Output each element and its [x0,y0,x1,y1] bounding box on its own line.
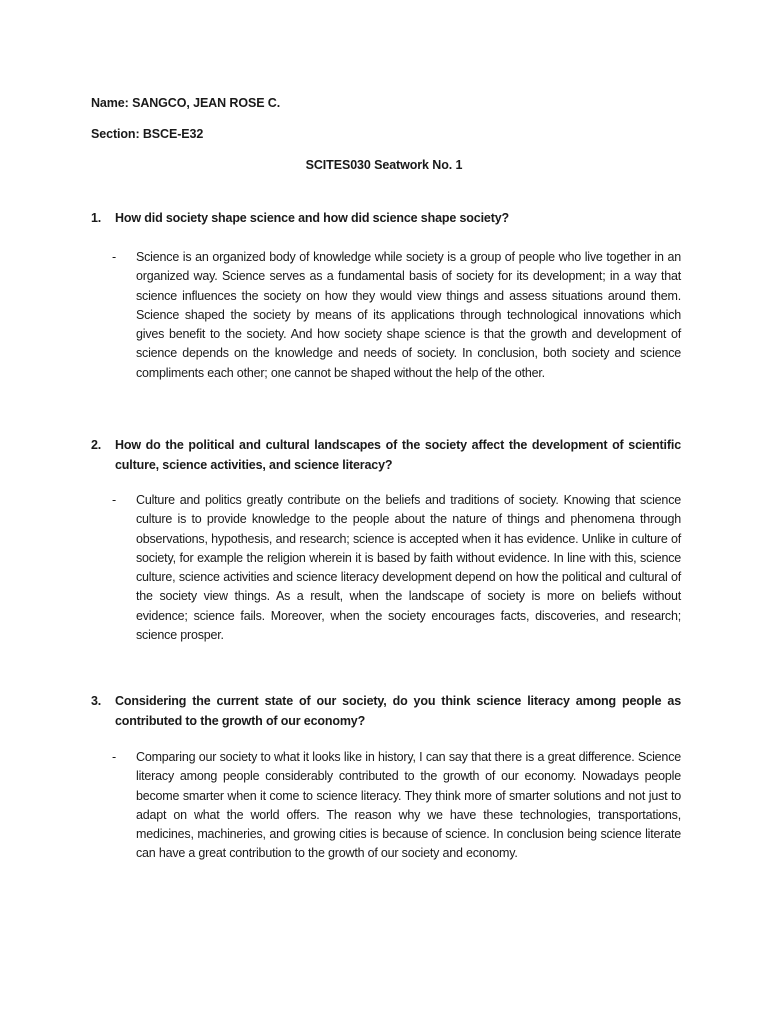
question-text: Considering the current state of our society, do you think science literacy among people as contributed to the growth of our economy? [115,694,681,728]
question-number: 3. [91,694,102,708]
answer-1 [112,248,681,383]
bullet-dash: - [112,250,116,264]
question-2 [91,436,681,475]
answer-3 [112,748,681,864]
answer-text: Culture and politics greatly contribute on the beliefs and traditions of society. Knowing that science culture is to provide knowledge to the people about the nature of things and phenomena through observations, hypothesis, and research; science is accepted when it has evidence. Unlike in culture of society, for example the religion wherein it is based by faith without evidence. In line with this, science culture, science activities and science literacy development depend on how the political and cultural of the society view things. As a result, when the landscape of society is more on beliefs without evidence; science fails. Moreover, when the society encourages facts, discoveries, and research; science prosper. [136,493,681,643]
document-title: SCITES030 Seatwork No. 1 [305,158,463,172]
question-1 [91,209,681,229]
question-number: 1. [91,211,102,225]
question-3 [91,692,681,731]
question-number: 2. [91,438,102,452]
bullet-dash: - [112,750,116,764]
bullet-dash: - [112,493,116,507]
question-text: How did society shape science and how did science shape society? [115,211,510,225]
answer-text: Comparing our society to what it looks like in history, I can say that there is a great difference. Science literacy among people considerably contributed to the growth of our economy. Nowadays people become smarter when it come to science literacy. They think more of smarter solutions and not just to adapt on what the world offers. The reason why we have these technologies, transportations, medicines, machineries, and growing cities is because of science. In conclusion being science literate can have a great contribution to the growth of our society and economy. [136,750,681,861]
student-section: Section: BSCE-E32 [91,127,204,141]
answer-text: Science is an organized body of knowledge while society is a group of people who live together in an organized way. Science serves as a fundamental basis of society for its development; in a way that science influences the society on how they would view things and assess situations around them. Science shaped the society by means of its applications through technological innovations which gives benefit to the society. And how society shape science is that the growth and development of science depends on the knowledge and needs of society. In conclusion, both society and science compliments each other; one cannot be shaped without the help of the other. [136,250,681,380]
question-text: How do the political and cultural landscapes of the society affect the development of scientific culture, science activities, and science literacy? [115,438,681,472]
student-name: Name: SANGCO, JEAN ROSE C. [91,96,281,110]
answer-2 [112,491,681,645]
